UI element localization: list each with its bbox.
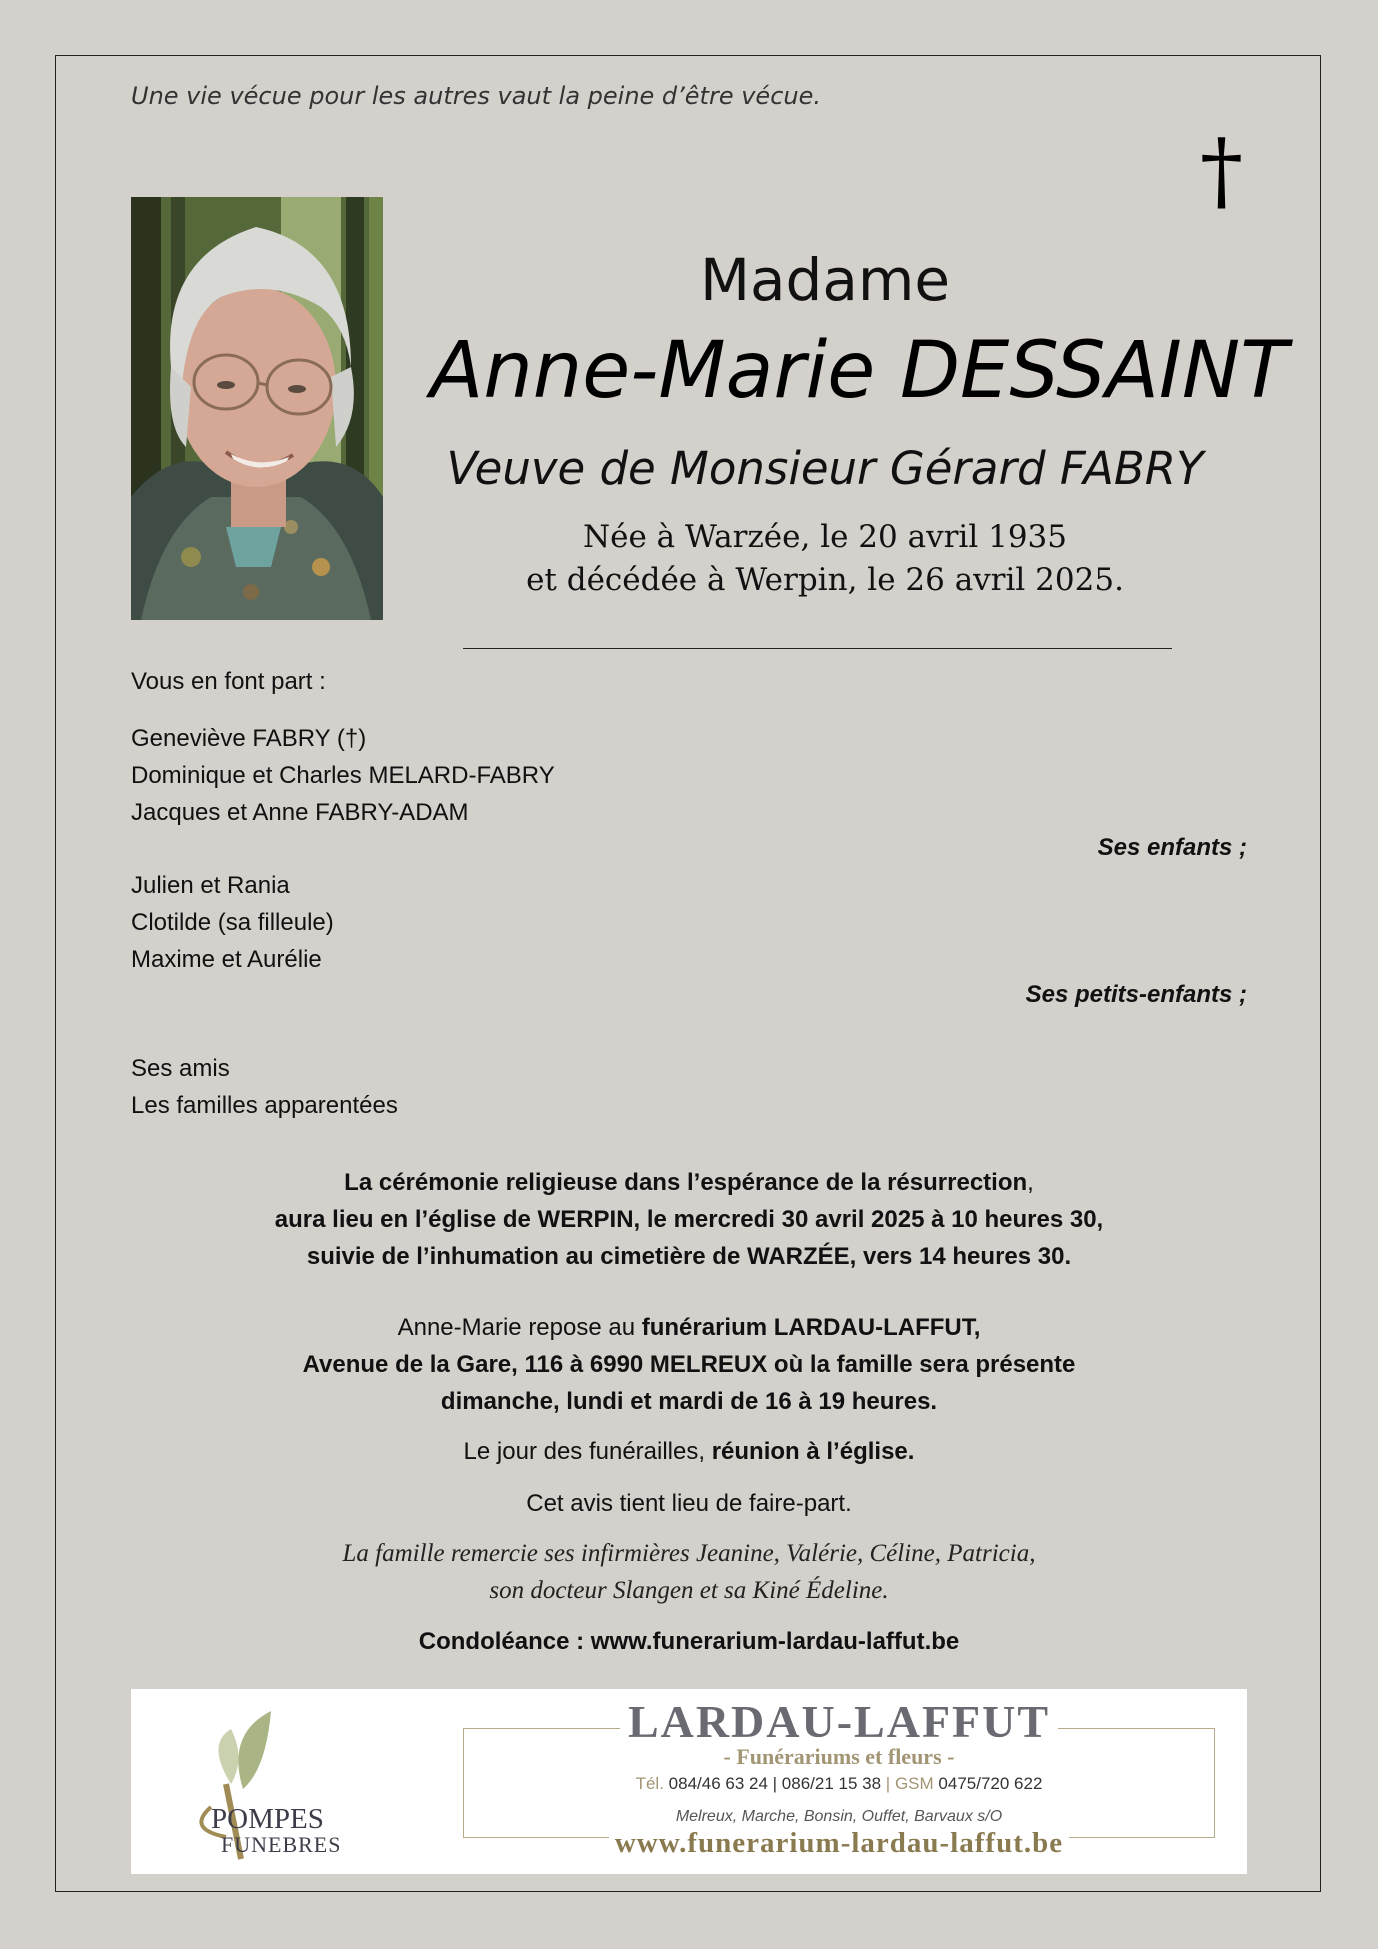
ceremony-paragraph [131, 1164, 1247, 1275]
visitation-hours: dimanche, lundi et mardi de 16 à 19 heures. [440, 1388, 938, 1415]
notice-line: Cet avis tient lieu de faire-part. [526, 1490, 852, 1517]
portrait-photo [131, 197, 383, 620]
visitation-paragraph [131, 1309, 1247, 1420]
list-item: Maxime et Aurélie [131, 946, 322, 973]
tel-label: Tél. [635, 1774, 664, 1793]
logo-line-2: FUNEBRES [221, 1832, 342, 1857]
list-item: Les familles apparentées [131, 1092, 398, 1119]
birth-line: Née à Warzée, le 20 avril 1935 [582, 519, 1067, 555]
list-item: Dominique et Charles MELARD-FABRY [131, 762, 555, 789]
life-dates [430, 516, 1220, 602]
funerarium-name: funérarium LARDAU-LAFFUT, [641, 1314, 981, 1341]
gsm-label: GSM [894, 1774, 934, 1793]
thanks-line-1: La famille remercie ses infirmières Jeanine, Valérie, Céline, Patricia, [342, 1540, 1036, 1567]
list-item: Jacques et Anne FABRY-ADAM [131, 799, 469, 826]
list-item: Geneviève FABRY (†) [131, 725, 367, 752]
condolence-link[interactable]: Condoléance : www.funerarium-lardau-laffut.be [418, 1628, 960, 1655]
thanks-line-2: son docteur Slangen et sa Kiné Édeline. [489, 1577, 889, 1604]
funerarium-address: Avenue de la Gare, 116 à 6990 MELREUX où la famille sera présente [302, 1351, 1076, 1378]
divider [463, 648, 1172, 649]
thanks-paragraph [131, 1535, 1247, 1609]
company-tagline: - Funérariums et fleurs - [723, 1744, 955, 1769]
ceremony-location: aura lieu en l’église de WERPIN, le mercredi 30 avril 2025 à 10 heures 30, [274, 1206, 1104, 1233]
visitation-prefix: Anne-Marie repose au [397, 1314, 642, 1341]
phone-separator: | [885, 1774, 891, 1793]
list-item: Ses amis [131, 1055, 230, 1082]
pompes-funebres-logo [211, 1805, 341, 1856]
list-item: Julien et Rania [131, 872, 290, 899]
epigraph: Une vie vécue pour les autres vaut la peine d’être vécue. [131, 82, 821, 110]
company-name-text: LARDAU-LAFFUT [620, 1696, 1058, 1747]
grandchildren-list [131, 867, 334, 978]
ceremony-title: La cérémonie religieuse dans l’espérance de la résurrection [344, 1169, 1028, 1196]
company-name [463, 1696, 1215, 1747]
phone-line [463, 1775, 1215, 1792]
announcement-intro: Vous en font part : [131, 668, 326, 695]
funeral-day-note [131, 1433, 1247, 1470]
widow-of: Veuve de Monsieur Gérard FABRY [446, 442, 1204, 495]
portrait-illustration [131, 197, 383, 620]
tel-numbers: 084/46 63 24 | 086/21 15 38 [668, 1774, 882, 1793]
gsm-number: 0475/720 622 [938, 1774, 1043, 1793]
company-website[interactable] [463, 1829, 1215, 1858]
list-item: Clotilde (sa filleule) [131, 909, 334, 936]
children-label: Ses enfants ; [1097, 834, 1247, 861]
deceased-title: Madame [699, 246, 951, 314]
children-list [131, 720, 555, 831]
ceremony-comma: , [1027, 1169, 1034, 1196]
death-line: et décédée à Werpin, le 26 avril 2025. [526, 562, 1124, 598]
deceased-name: Anne-Marie DESSAINT [430, 326, 1288, 416]
logo-line-1: POMPES [211, 1803, 324, 1835]
company-website-text[interactable]: www.funerarium-lardau-laffut.be [609, 1827, 1069, 1859]
funeral-day-meeting: réunion à l’église. [711, 1438, 915, 1465]
burial-info: suivie de l’inhumation au cimetière de WARZÉE, vers 14 heures 30. [306, 1243, 1072, 1270]
cross-icon: † [1200, 121, 1243, 221]
funeral-day-prefix: Le jour des funérailles, [463, 1438, 712, 1465]
others-list [131, 1050, 398, 1124]
company-locations: Melreux, Marche, Bonsin, Ouffet, Barvaux s/O [675, 1808, 1003, 1825]
grandchildren-label: Ses petits-enfants ; [1025, 981, 1247, 1008]
funeral-home-banner [131, 1689, 1247, 1874]
